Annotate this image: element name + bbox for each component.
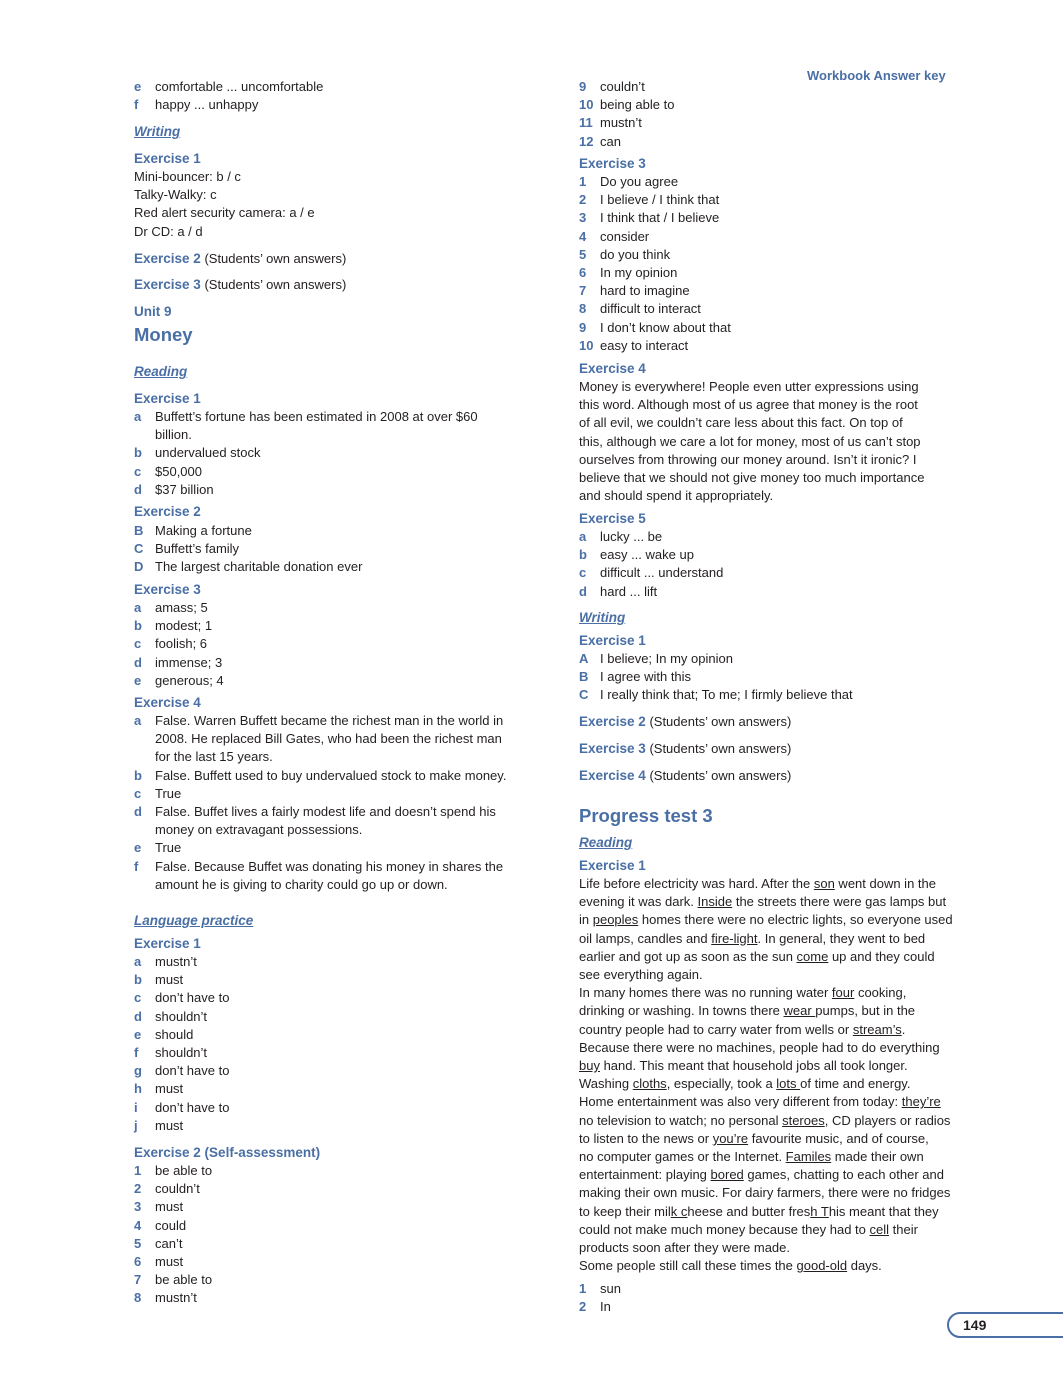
item-text: $37 billion <box>155 481 214 497</box>
item-key: 1 <box>579 1281 587 1296</box>
item-text: I don’t know about that <box>600 319 731 335</box>
underlined-error: Inside <box>697 894 733 910</box>
item-key: 11 <box>579 115 593 131</box>
item-key: 5 <box>134 1235 142 1251</box>
exercise-label: Exercise 1 <box>134 391 201 406</box>
item-key: 8 <box>579 301 587 317</box>
unit-title <box>579 805 713 827</box>
item-key: 1 <box>579 174 587 189</box>
unit-number: Unit 9 <box>134 304 172 319</box>
item-key: f <box>134 1045 139 1060</box>
exercise-label: Exercise 1 <box>579 633 646 648</box>
paragraph-line: see everything again. <box>579 967 703 983</box>
paragraph-line: Home entertainment was also very different from today: they’re <box>579 1094 941 1110</box>
item-text: shouldn’t <box>155 1045 208 1060</box>
paragraph-line: country people had to carry water from wells or stream’s. <box>579 1021 906 1037</box>
exercise-answer: (Students’ own answers) <box>649 741 792 756</box>
exercise-label: Exercise 1 <box>134 936 201 951</box>
item-key: d <box>134 804 142 819</box>
item-text: couldn’t <box>600 79 645 94</box>
item-text: foolish; 6 <box>155 636 208 652</box>
paragraph-line: buy hand. This meant that household jobs all took longer. <box>579 1058 908 1074</box>
item-text: False. Warren Buffett became the richest man in the world in 2008. He replaced Bill Gates, who had been the richest man for the last 15 years. <box>155 713 504 765</box>
item-key: 1 <box>134 1163 142 1178</box>
paragraph-line: in peoples homes there were no electric lights, so everyone used <box>579 912 953 928</box>
item-text: do you think <box>600 246 671 262</box>
paragraph-line: evening it was dark. Inside the streets there were gas lamps but <box>579 894 947 910</box>
item-text: mustn’t <box>600 115 642 131</box>
item-text: difficult to interact <box>600 301 701 317</box>
item-text: happy ... unhappy <box>155 97 259 113</box>
underlined-error: k c <box>670 1203 688 1219</box>
item-key: e <box>134 840 142 856</box>
item-text: I believe; In my opinion <box>600 651 733 666</box>
item-text: shouldn’t <box>155 1008 208 1024</box>
exercise-heading <box>134 935 201 953</box>
underlined-error: cell <box>869 1221 890 1237</box>
item-key: b <box>134 767 142 783</box>
item-text: generous; 4 <box>155 672 224 688</box>
section-label: Language practice <box>134 913 254 928</box>
underlined-error: they’re <box>901 1094 941 1110</box>
item-key: B <box>579 669 589 685</box>
item-text: must <box>155 1117 184 1133</box>
item-text: must <box>155 1081 184 1097</box>
exercise-answer: (Students’ own answers) <box>204 277 347 292</box>
exercise-answer: (Students’ own answers) <box>649 768 792 783</box>
item-key: c <box>134 990 142 1006</box>
exercise-label: Exercise 2 <box>134 251 201 266</box>
item-text: must <box>155 1199 184 1215</box>
exercise-heading <box>134 1144 320 1162</box>
item-key: d <box>579 583 587 599</box>
item-text: False. Buffett used to buy undervalued stock to make money. <box>155 767 507 783</box>
section-heading <box>134 123 180 141</box>
item-text: can <box>600 133 621 149</box>
item-text: easy to interact <box>600 337 689 353</box>
paragraph-line: drinking or washing. In towns there wear pumps, but in the <box>579 1003 916 1019</box>
paragraph-line: ourselves from throwing our money around. Isn’t it ironic? I <box>579 451 917 467</box>
paragraph-line: earlier and got up as soon as the sun come up and they could <box>579 948 935 964</box>
item-key: h <box>134 1081 142 1097</box>
item-key: c <box>579 565 587 581</box>
exercise-heading <box>579 510 646 528</box>
item-text: hard to imagine <box>600 283 690 299</box>
item-key: 3 <box>134 1199 142 1215</box>
item-key: b <box>134 972 142 988</box>
exercise-heading <box>134 581 201 599</box>
item-key: j <box>134 1117 138 1133</box>
item-text: True <box>155 785 182 801</box>
exercise-label: Exercise 2 (Self-assessment) <box>134 1145 321 1160</box>
item-text: False. Buffet lives a fairly modest life and doesn’t spend his money on extravagant possessions. <box>155 804 496 838</box>
item-key: d <box>134 1008 142 1024</box>
item-text: don’t have to <box>155 1063 230 1079</box>
item-key: c <box>134 785 142 801</box>
item-key: 5 <box>579 246 587 262</box>
item-key: 10 <box>579 97 594 113</box>
item-key: 8 <box>134 1290 142 1306</box>
item-text: I think that / I believe <box>600 210 720 226</box>
item-key: 2 <box>579 1299 587 1315</box>
item-key: 7 <box>579 283 587 299</box>
item-text: sun <box>600 1281 621 1296</box>
exercise-label: Exercise 3 <box>579 741 646 756</box>
item-text: True <box>155 840 182 856</box>
item-key: 9 <box>579 79 587 94</box>
exercise-heading <box>134 150 201 168</box>
item-text: Making a fortune <box>155 523 252 538</box>
exercise-label: Exercise 4 <box>579 768 646 783</box>
paragraph-line: Red alert security camera: a / e <box>134 205 315 221</box>
underlined-error: lots <box>776 1076 801 1092</box>
item-text: undervalued stock <box>155 445 261 461</box>
paragraph-line: In many homes there was no running water four cooking, <box>579 985 907 1001</box>
paragraph-line: products soon after they were made. <box>579 1240 791 1256</box>
paragraph-line: could not make much money because they had to cell their <box>579 1221 918 1237</box>
underlined-error: bored <box>710 1167 744 1183</box>
paragraph-line: Money is everywhere! People even utter expressions using <box>579 379 919 394</box>
item-text: hard ... lift <box>600 583 658 599</box>
item-key: d <box>134 481 142 497</box>
item-text: I believe / I think that <box>600 192 720 208</box>
item-key: a <box>579 529 587 544</box>
unit-title <box>134 324 193 346</box>
item-key: b <box>134 445 142 461</box>
item-text: I agree with this <box>600 669 692 685</box>
item-key: 6 <box>579 265 587 280</box>
item-key: f <box>134 858 139 874</box>
item-text: should <box>155 1026 194 1042</box>
item-text: mustn’t <box>155 1290 197 1306</box>
item-text: immense; 3 <box>155 654 223 670</box>
item-key: C <box>134 541 144 557</box>
underlined-error: good-old <box>796 1258 848 1274</box>
item-key: 10 <box>579 337 594 353</box>
paragraph-line: this word. Although most of us agree that money is the root <box>579 397 918 413</box>
page-number-badge <box>947 1312 1063 1338</box>
exercise-label: Exercise 1 <box>579 858 646 873</box>
item-text: must <box>155 972 184 988</box>
item-key: d <box>134 654 142 670</box>
exercise-heading <box>134 390 201 408</box>
exercise-heading <box>579 155 646 173</box>
underlined-error: come <box>796 948 829 964</box>
item-text: False. Because Buffet was donating his money in shares the amount he is giving to charity could go up or down. <box>155 858 504 892</box>
section-label: Reading <box>579 835 633 850</box>
exercise-label: Exercise 3 <box>579 156 646 171</box>
answer-paragraph <box>579 875 953 1275</box>
running-header: Workbook Answer key <box>807 68 946 83</box>
item-text: difficult ... understand <box>600 565 724 581</box>
underlined-error: cloths <box>632 1076 667 1092</box>
item-text: being able to <box>600 97 675 113</box>
item-key: 9 <box>579 319 587 335</box>
exercise-answer: (Students’ own answers) <box>204 251 347 266</box>
title-text: Money <box>134 324 193 345</box>
item-text: couldn’t <box>155 1181 200 1197</box>
item-text: Buffett’s fortune has been estimated in 2008 at over $60 billion. <box>155 409 478 443</box>
underlined-error: peoples <box>592 912 639 928</box>
item-key: c <box>134 636 142 652</box>
item-key: 4 <box>134 1217 142 1233</box>
paragraph-line: Mini-bouncer: b / c <box>134 169 241 184</box>
item-key: e <box>134 672 142 688</box>
item-text: Do you agree <box>600 174 679 189</box>
title-text: Progress test 3 <box>579 805 713 826</box>
section-heading <box>134 363 187 381</box>
item-text: don’t have to <box>155 1099 230 1115</box>
exercise-label: Exercise 4 <box>134 695 201 710</box>
paragraph-line: believe that we should not give money too much importance <box>579 470 925 486</box>
item-text: consider <box>600 228 650 244</box>
item-key: b <box>579 547 587 563</box>
item-key: B <box>134 523 144 538</box>
item-key: i <box>134 1099 138 1115</box>
answer-paragraph <box>134 168 315 241</box>
section-heading <box>579 609 625 627</box>
item-key: C <box>579 687 589 703</box>
item-key: 2 <box>579 192 587 208</box>
exercise-heading <box>579 857 646 875</box>
item-key: a <box>134 600 142 615</box>
exercise-answer: (Students’ own answers) <box>649 714 792 729</box>
underlined-error: you’re <box>712 1130 749 1146</box>
item-text: lucky ... be <box>600 529 663 544</box>
underlined-error: steroes <box>782 1112 825 1128</box>
exercise-label: Exercise 2 <box>579 714 646 729</box>
item-text: modest; 1 <box>155 618 213 634</box>
section-label: Reading <box>134 364 188 379</box>
paragraph-line: Talky-Walky: c <box>134 187 217 203</box>
paragraph-line: to keep their milk cheese and butter fresh This meant that they <box>579 1203 939 1219</box>
exercise-label: Exercise 4 <box>579 361 646 376</box>
item-text: In my opinion <box>600 265 678 280</box>
paragraph-line: no computer games or the Internet. Familes made their own <box>579 1149 924 1165</box>
item-text: Buffett’s family <box>155 541 240 557</box>
item-key: 4 <box>579 228 587 244</box>
page-number: 149 <box>963 1317 987 1333</box>
section-heading <box>134 912 253 930</box>
item-key: 12 <box>579 133 594 149</box>
paragraph-line: no television to watch; no personal steroes, CD players or radios <box>579 1112 951 1128</box>
underlined-error: buy <box>579 1058 600 1074</box>
underlined-error: stream’s <box>852 1021 902 1037</box>
item-key: b <box>134 618 142 634</box>
item-key: D <box>134 559 144 575</box>
item-key: e <box>134 79 142 94</box>
item-key: 6 <box>134 1254 142 1269</box>
exercise-label: Exercise 3 <box>134 582 201 597</box>
section-label: Writing <box>134 124 181 139</box>
exercise-label: Exercise 2 <box>134 504 201 519</box>
paragraph-line: this, although we care a lot for money, most of us can’t stop <box>579 433 921 449</box>
item-text: $50,000 <box>155 463 202 479</box>
underlined-error: four <box>831 985 855 1001</box>
answer-paragraph <box>579 378 924 505</box>
item-key: a <box>134 954 142 969</box>
item-key: 7 <box>134 1272 142 1288</box>
exercise-heading <box>579 713 791 731</box>
exercise-label: Exercise 5 <box>579 511 646 526</box>
underlined-error: Familes <box>785 1149 832 1165</box>
paragraph-line: oil lamps, candles and fire-light. In general, they went to bed <box>579 930 926 946</box>
paragraph-line: Some people still call these times the good-old days. <box>579 1258 882 1274</box>
underlined-error: wear <box>783 1003 816 1019</box>
paragraph-line: Dr CD: a / d <box>134 223 203 239</box>
paragraph-line: of all evil, we couldn’t care less about this fact. On top of <box>579 415 903 431</box>
exercise-heading <box>579 360 646 378</box>
exercise-heading <box>579 767 791 785</box>
item-key: c <box>134 463 142 479</box>
paragraph-line: Life before electricity was hard. After the son went down in the <box>579 876 936 891</box>
item-text: comfortable ... uncomfortable <box>155 79 324 94</box>
item-text: don’t have to <box>155 990 230 1006</box>
exercise-heading <box>579 740 791 758</box>
item-key: a <box>134 713 142 728</box>
unit-label <box>134 303 172 321</box>
paragraph-line: making their own music. For dairy farmers, there were no fridges <box>579 1185 951 1201</box>
item-text: must <box>155 1254 184 1269</box>
exercise-label: Exercise 3 <box>134 277 201 292</box>
paragraph-line: and should spend it appropriately. <box>579 488 774 504</box>
item-text: could <box>155 1217 187 1233</box>
item-text: easy ... wake up <box>600 547 694 563</box>
item-text: The largest charitable donation ever <box>155 559 363 575</box>
exercise-heading <box>134 694 201 712</box>
item-text: be able to <box>155 1272 213 1288</box>
exercise-heading <box>134 503 201 521</box>
item-key: g <box>134 1063 142 1079</box>
section-heading <box>579 834 632 852</box>
underlined-error: fire-light <box>711 930 758 946</box>
underlined-error: son <box>813 876 835 891</box>
item-text: amass; 5 <box>155 600 208 615</box>
item-key: a <box>134 409 142 424</box>
paragraph-line: entertainment: playing bored games, chatting to each other and <box>579 1167 944 1183</box>
exercise-heading <box>134 276 346 294</box>
item-key: A <box>579 651 589 666</box>
item-text: be able to <box>155 1163 213 1178</box>
item-key: f <box>134 97 139 113</box>
paragraph-line: Because there were no machines, people had to do everything <box>579 1039 940 1055</box>
underlined-error: h T <box>810 1203 829 1219</box>
paragraph-line: Washing cloths, especially, took a lots of time and energy. <box>579 1076 911 1092</box>
item-text: I really think that; To me; I firmly believe that <box>600 687 853 703</box>
exercise-heading <box>134 250 346 268</box>
paragraph-line: to listen to the news or you’re favourite music, and of course, <box>579 1130 929 1146</box>
item-key: 2 <box>134 1181 142 1197</box>
exercise-heading <box>579 632 646 650</box>
item-key: e <box>134 1026 142 1042</box>
exercise-label: Exercise 1 <box>134 151 201 166</box>
item-text: can’t <box>155 1235 183 1251</box>
item-key: 3 <box>579 210 587 226</box>
item-text: In <box>600 1299 611 1315</box>
item-text: mustn’t <box>155 954 197 969</box>
section-label: Writing <box>579 610 626 625</box>
